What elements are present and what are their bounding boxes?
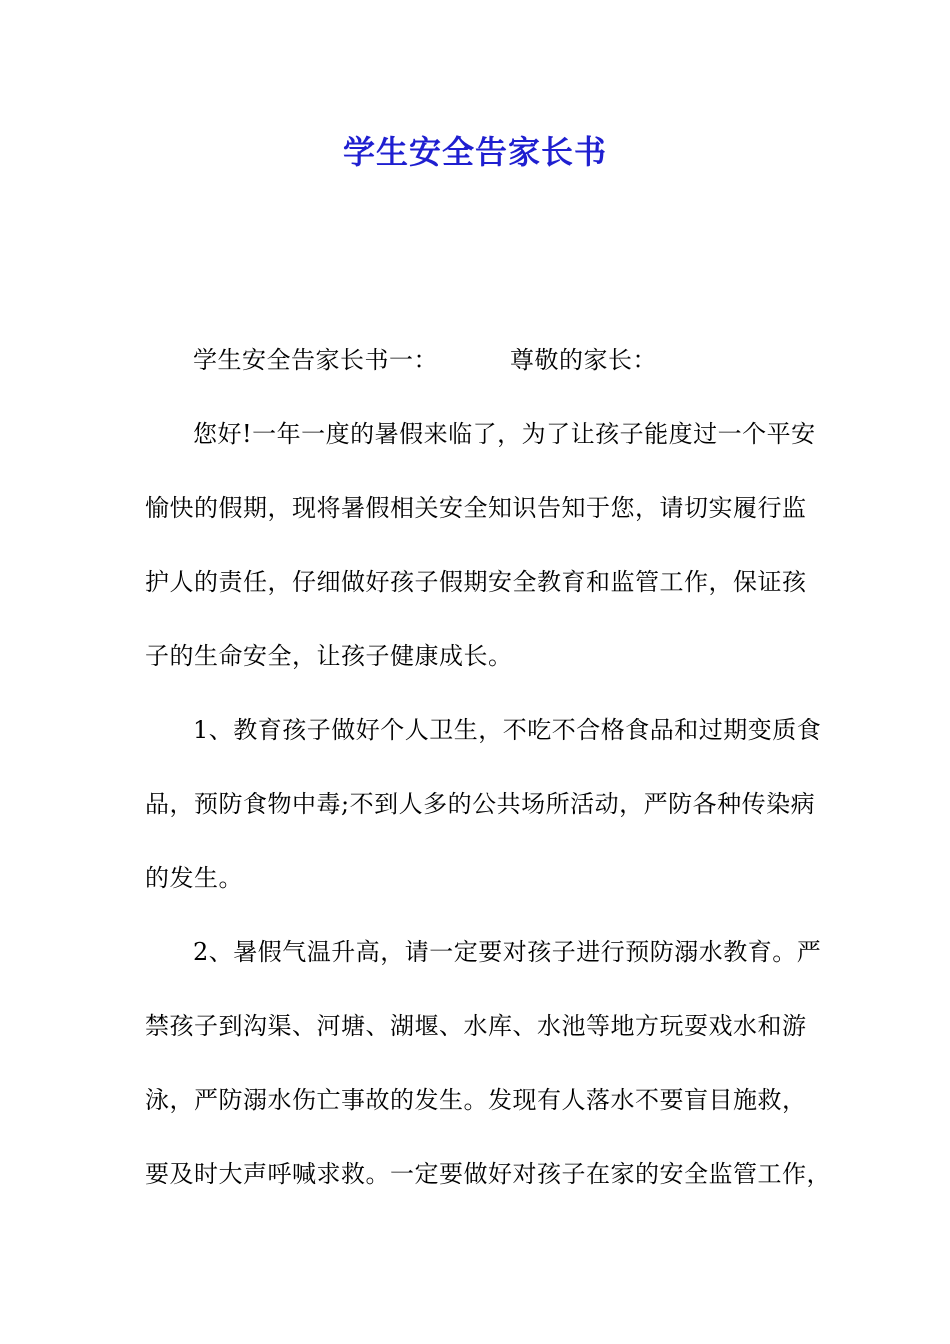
paragraph-line: 愉快的假期，现将暑假相关安全知识告知于您，请切实履行监 [145,494,807,522]
paragraph-line: 要及时大声呼喊求救。一定要做好对孩子在家的安全监管工作， [145,1160,831,1188]
document-title: 学生安全告家长书 [342,133,607,171]
letter-heading: 学生安全告家长书一： [193,346,438,374]
salutation: 尊敬的家长： [510,346,657,374]
paragraph-line: 1、教育孩子做好个人卫生，不吃不合格食品和过期变质食 [193,716,822,744]
salutation-line [145,336,815,410]
paragraph-line: 2、暑假气温升高，请一定要对孩子进行预防溺水教育。严 [193,938,822,966]
paragraph-line: 泳，严防溺水伤亡事故的发生。发现有人落水不要盲目施救， [145,1086,807,1114]
paragraph-line: 禁孩子到沟渠、河塘、湖堰、水库、水池等地方玩耍戏水和游 [145,1012,807,1040]
letter-body [145,336,831,1224]
paragraph-line: 护人的责任，仔细做好孩子假期安全教育和监管工作，保证孩 [145,568,807,596]
paragraph-line: 您好!一年一度的暑假来临了，为了让孩子能度过一个平安 [193,420,816,448]
paragraph-line: 子的生命安全，让孩子健康成长。 [145,642,513,670]
paragraph-line: 的发生。 [145,864,243,892]
paragraph-line: 品，预防食物中毒;不到人多的公共场所活动，严防各种传染病 [145,790,816,818]
